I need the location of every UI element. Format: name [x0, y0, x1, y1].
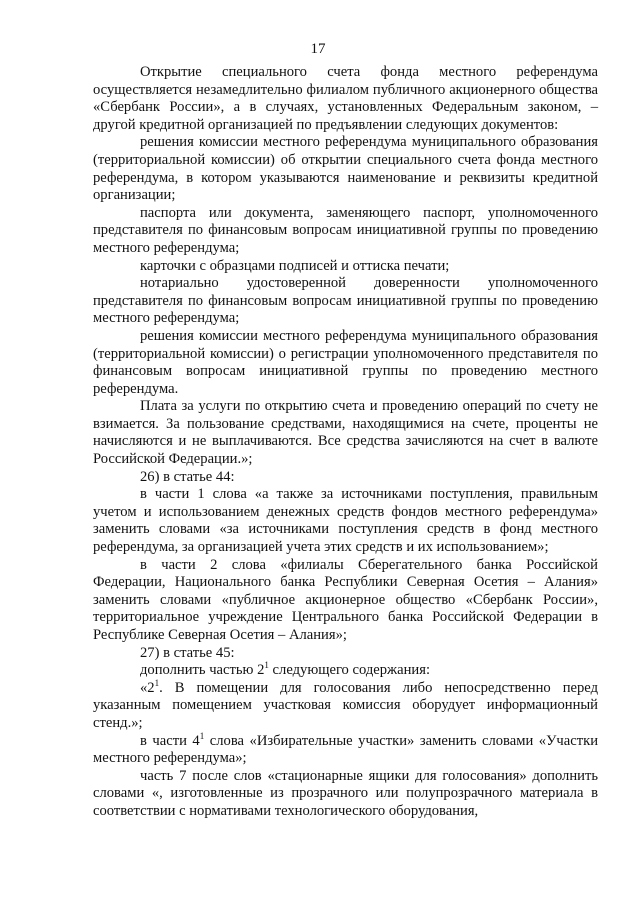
paragraph: паспорта или документа, заменяющего паспорт, уполномоченного представителя по финансовым вопросам инициативной группы по проведению местного референдума; — [93, 204, 598, 256]
paragraph — [93, 730, 599, 768]
paragraph: часть 7 после слов «стационарные ящики для голосования» дополнить словами «, изготовленные из прозрачного или полупрозрачного материала в соответствии с нормативами технологического оборудования, — [93, 767, 598, 819]
paragraph: карточки с образцами подписей и оттиска печати; — [140, 257, 450, 274]
paragraph: решения комиссии местного референдума муниципального образования (территориальной комиссии) об открытии специального счета фонда местного референдума, в котором указываются наименование и реквизиты кредитной организации; — [93, 134, 598, 204]
superscript: 1 — [154, 677, 160, 688]
page-number: 17 — [310, 41, 326, 57]
paragraph: в части 2 слова «филиалы Сберегательного банка Российской Федерации, Национального банка Республики Северная Осетия – Алания» заменить словами «публичное акционерное общество «Сбербанк России», территориальное учреждение Центрального банка Российской Федерации в Республике Северная Осетия – Алания»; — [93, 556, 598, 643]
text-run: «2 — [140, 679, 155, 696]
text-run: слова «Избирательные участки» заменить словами «Участки местного референдума»; — [93, 732, 599, 767]
text-run: следующего содержания: — [268, 662, 431, 679]
paragraph: Плата за услуги по открытию счета и проведению операций по счету не взимается. За пользование средствами, находящимися на счете, проценты не начисляются и не выплачиваются. Все средства зачисляются на счет в валюте Российской Федерации.»; — [93, 398, 598, 468]
paragraph: 27) в статье 45: — [140, 644, 235, 661]
text-run: в части 4 — [140, 732, 200, 749]
paragraph: решения комиссии местного референдума муниципального образования (территориальной комиссии) о регистрации уполномоченного представителя по финансовым вопросам инициативной группы по проведению местного референдума. — [93, 327, 598, 397]
paragraph — [93, 677, 598, 733]
text-run: дополнить частью 2 — [140, 662, 265, 679]
text-run: . В помещении для голосования либо непосредственно перед указанным помещением участковая комиссия оборудует информационный стенд.»; — [93, 679, 598, 731]
paragraph: в части 1 слова «а также за источниками поступления, правильным учетом и использованием денежных средств фондов местного референдума» заменить словами «за источниками поступления средств в фонд местного референдума, за организацией учета этих средств и их использованием»; — [93, 486, 598, 556]
paragraph: 26) в статье 44: — [140, 468, 235, 485]
paragraph: Открытие специального счета фонда местного референдума осуществляется незамедлительно филиалом публичного акционерного общества «Сбербанк России», а в случаях, установленных Федеральным законом, – другой кредитной организацией по предъявлении следующих документов: — [93, 64, 598, 133]
superscript: 1 — [199, 730, 205, 741]
paragraph — [93, 662, 598, 680]
paragraph: нотариально удостоверенной доверенности уполномоченного представителя по финансовым вопросам инициативной группы по проведению местного референдума; — [93, 275, 598, 327]
superscript: 1 — [264, 660, 269, 671]
document-body — [93, 64, 598, 821]
